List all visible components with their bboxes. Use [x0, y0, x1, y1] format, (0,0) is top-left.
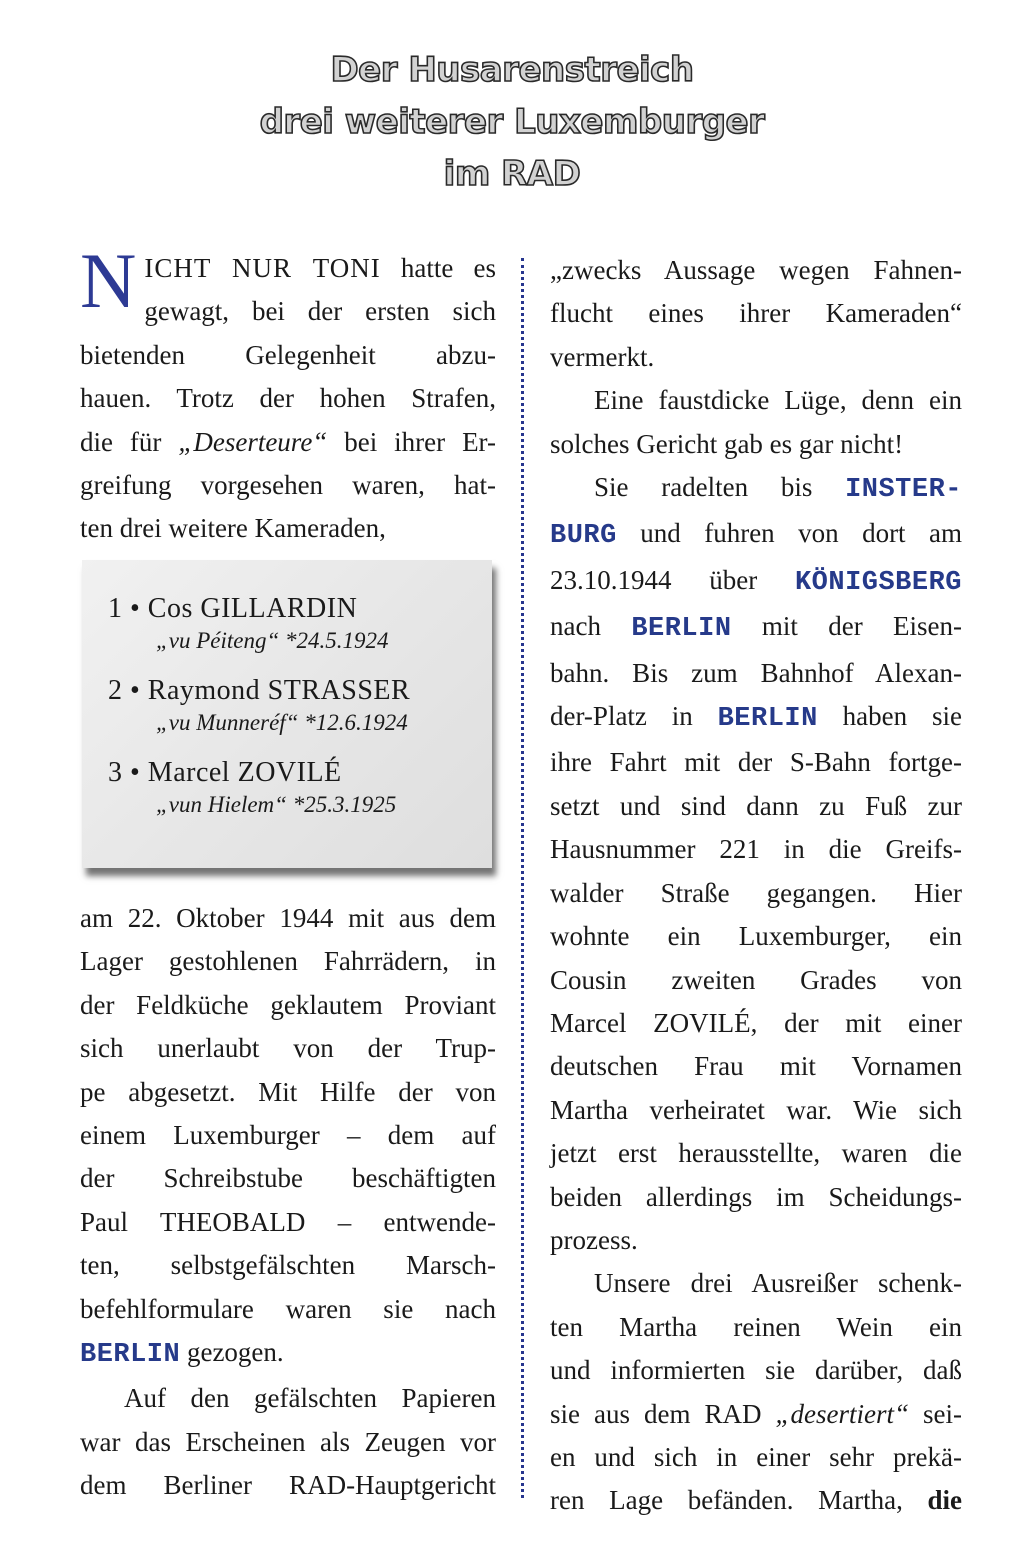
text-line	[80, 1331, 496, 1377]
entry-name: 2 • Raymond STRASSER	[108, 675, 411, 706]
text-line: befehlformulare waren sie nach	[80, 1293, 496, 1324]
text-line: deutschen Frau mit Vornamen	[550, 1051, 962, 1082]
text-line: Unsere drei Ausreißer schenk-	[594, 1268, 962, 1299]
text-line: ten Martha reinen Wein ein	[550, 1311, 962, 1342]
left-column-bottom	[80, 897, 496, 1508]
text-line: Auf den gefälschten Papieren	[124, 1383, 496, 1414]
text-line: am 22. Oktober 1944 mit aus dem	[80, 903, 496, 933]
text-span: und fuhren von dort am	[616, 518, 962, 549]
text-line: Paul THEOBALD – entwende-	[80, 1206, 496, 1237]
text-line	[550, 559, 962, 605]
text-line: jetzt erst herausstellte, waren die	[550, 1138, 962, 1169]
text-span: nach	[550, 611, 632, 642]
text-span: ren Lage befänden. Martha,	[550, 1485, 928, 1516]
text-line	[550, 605, 962, 651]
text-line: prozess.	[550, 1224, 638, 1255]
text-line	[80, 421, 496, 464]
place-berlin: BERLIN	[80, 1340, 181, 1371]
name-entry	[108, 756, 488, 820]
place-koenigsberg: KÖNIGSBERG	[794, 567, 962, 598]
left-column-top	[80, 237, 497, 551]
names-box	[82, 560, 492, 868]
text-line: bahn. Bis zum Bahnhof Alexan-	[550, 657, 962, 688]
right-column	[550, 249, 962, 1523]
text-line: setzt und sind dann zu Fuß zur	[550, 790, 962, 821]
text-line: Lager gestohlenen Fahrrädern, in	[80, 946, 496, 977]
text-line: walder Straße gegangen. Hier	[550, 877, 962, 908]
text-line: greifung vorgesehen waren, hat-	[80, 470, 496, 501]
text-line: ten, selbstgefälschten Marsch-	[80, 1250, 496, 1281]
text-line: der Schreibstube beschäftigten	[80, 1163, 496, 1194]
entry-origin-birthdate: „vu Munneréf“ *12.6.1924	[156, 710, 408, 735]
text-line: vermerkt.	[550, 341, 655, 372]
text-line: Cousin zweiten Grades von	[550, 964, 962, 995]
text-line: war das Erscheinen als Zeugen vor	[80, 1426, 496, 1457]
text-line: ihre Fahrt mit der S-Bahn fortge-	[550, 747, 962, 778]
text-line: sich unerlaubt von der Trup-	[80, 1033, 496, 1064]
entry-origin-birthdate: „vun Hielem“ *25.3.1925	[156, 792, 397, 817]
entry-name: 3 • Marcel ZOVILÉ	[108, 757, 342, 788]
text-line: bietenden Gelegenheit abzu-	[80, 339, 496, 370]
name-entry	[108, 674, 488, 738]
text-span: ICHT NUR	[144, 253, 313, 283]
text-span: hatte es	[380, 253, 496, 283]
place-insterburg-part2: BURG	[550, 521, 617, 552]
text-line	[550, 1479, 962, 1522]
drop-cap: N	[80, 237, 137, 324]
text-span: der-Platz in	[550, 701, 718, 732]
entry-origin-birthdate: „vu Péiteng“ *24.5.1924	[156, 628, 389, 653]
text-span: sei-	[909, 1398, 963, 1429]
text-span: bei ihrer Er-	[327, 426, 497, 457]
text-line: wohnte ein Luxemburger, ein	[550, 921, 962, 952]
text-span: mit der Eisen-	[731, 611, 962, 642]
text-span: 23.10.1944 über	[550, 564, 795, 595]
text-line: flucht eines ihrer Kameraden“	[550, 298, 962, 329]
text-line	[550, 1393, 962, 1436]
text-line: Martha verheiratet war. Wie sich	[550, 1094, 962, 1125]
quote-deserteure: „Deserteure“	[178, 426, 328, 457]
text-line: Eine faustdicke Lüge, denn ein	[594, 385, 962, 416]
text-line	[550, 512, 962, 558]
title-line-1: Der Husarenstreich	[330, 50, 694, 90]
text-line: Marcel ZOVILÉ, der mit einer	[550, 1007, 962, 1038]
text-line: einem Luxemburger – dem auf	[80, 1120, 496, 1151]
text-span: sie aus dem RAD	[550, 1398, 776, 1429]
place-berlin: BERLIN	[631, 614, 732, 645]
text-line: dem Berliner RAD-Hauptgericht	[80, 1470, 496, 1501]
text-span: haben sie	[817, 701, 962, 732]
column-divider	[521, 258, 524, 1498]
text-span: gezogen.	[180, 1337, 284, 1368]
name-toni: TONI	[312, 253, 381, 283]
text-line: gewagt, bei der ersten sich	[144, 296, 496, 327]
text-line: der Feldküche geklautem Proviant	[80, 989, 496, 1020]
title-line-2: drei weiterer Luxemburger	[259, 102, 765, 142]
text-line	[80, 247, 496, 290]
text-line: „zwecks Aussage wegen Fahnen-	[550, 255, 962, 285]
text-line: Hausnummer 221 in die Greifs-	[550, 834, 962, 865]
name-entry	[108, 592, 488, 656]
text-line: ten drei weitere Kameraden,	[80, 513, 386, 544]
text-line: en und sich in einer sehr prekä-	[550, 1441, 962, 1472]
bold-word: die	[927, 1485, 962, 1516]
text-line	[550, 695, 962, 741]
place-insterburg-part1: INSTER-	[845, 475, 962, 506]
text-line: und informierten sie darüber, daß	[550, 1355, 962, 1386]
place-berlin: BERLIN	[717, 704, 818, 735]
quote-desertiert: „desertiert“	[775, 1398, 910, 1429]
title-line-3: im RAD	[443, 154, 581, 194]
article-title	[0, 44, 1024, 200]
entry-name: 1 • Cos GILLARDIN	[108, 593, 358, 624]
text-line: pe abgesetzt. Mit Hilfe der von	[80, 1076, 496, 1107]
text-line: solches Gericht gab es gar nicht!	[550, 428, 904, 459]
text-span: die für	[80, 426, 179, 457]
text-span: Sie radelten bis	[594, 472, 846, 503]
text-line	[550, 466, 962, 512]
text-line: beiden allerdings im Scheidungs-	[550, 1181, 962, 1212]
text-line: hauen. Trotz der hohen Strafen,	[80, 383, 496, 414]
